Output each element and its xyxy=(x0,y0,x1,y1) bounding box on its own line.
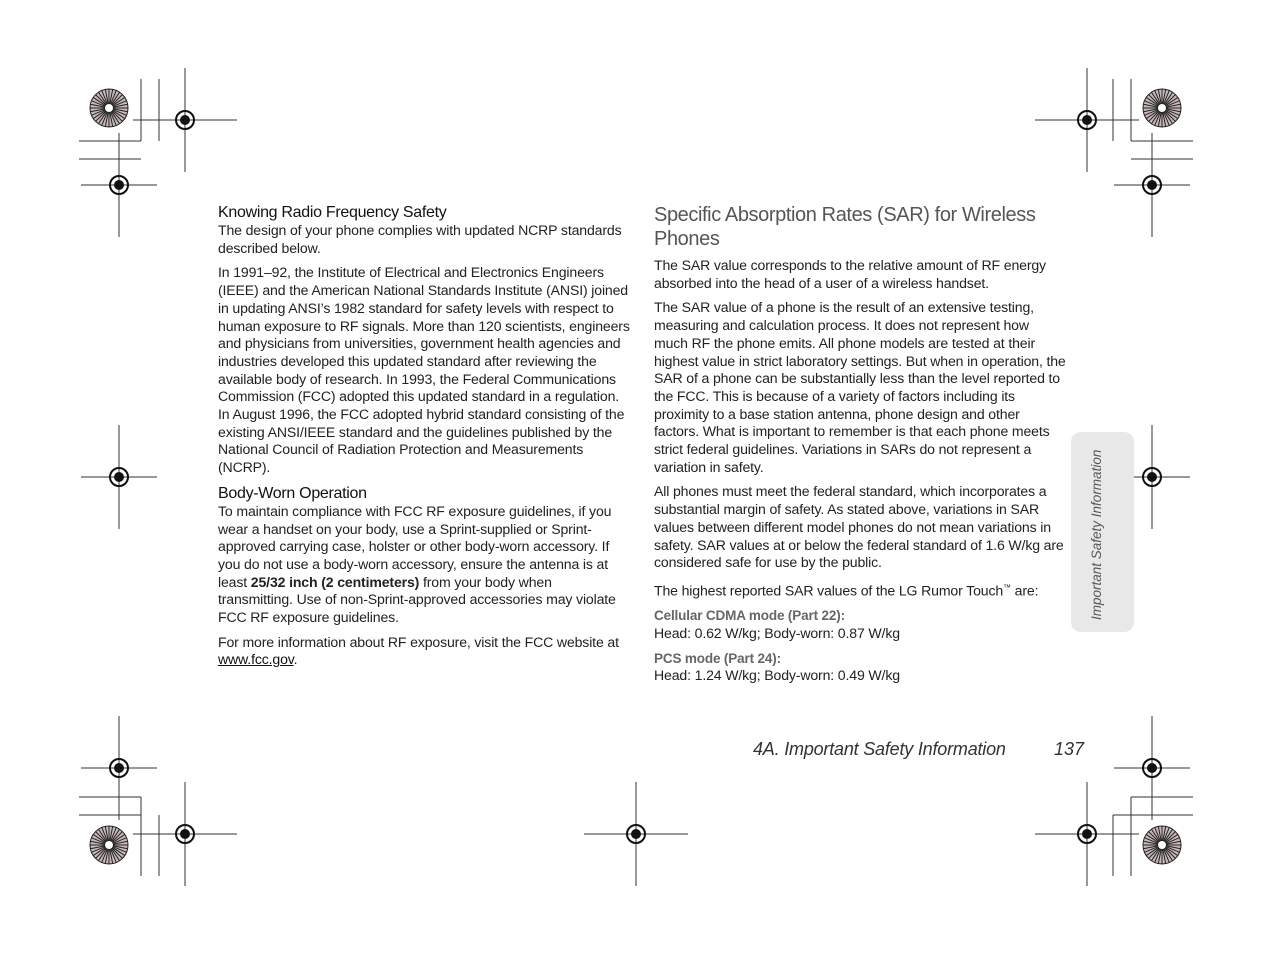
right-column xyxy=(654,203,1066,685)
footer-section-title: 4A. Important Safety Information xyxy=(753,739,1006,759)
paragraph: All phones must meet the federal standard, which incorporates a substantial margin of safety. As stated above, variations in SAR values between different model phones do not mean variations in safety. SAR values at or below the federal standard of 1.6 W/kg are considered safe for use by the public. xyxy=(654,483,1064,571)
paragraph: In 1991–92, the Institute of Electrical and Electronics Engineers (IEEE) and the American National Standards Institute (ANSI) joined in updating ANSI’s 1982 standard for safety levels with respect to human exposure to RF signals. More than 120 scientists, engineers and physicians from universities, government health agencies and industries developed this updated standard after reviewing the available body of research. In 1993, the Federal Communications Commission (FCC) adopted this updated standard in a regulation. In August 1996, the FCC adopted hybrid standard consisting of the existing ANSI/IEEE standard and the guidelines published by the National Council of Radiation Protection and Measurements (NCRP). xyxy=(218,264,630,476)
page-number: 137 xyxy=(1054,739,1085,759)
paragraph: The design of your phone complies with updated NCRP standards described below. xyxy=(218,222,622,256)
paragraph xyxy=(218,634,630,669)
side-tab-label: Important Safety Information xyxy=(1089,449,1104,620)
text-run: from your body when transmitting. Use of non-Sprint-approved accessories may violate FCC RF exposure guidelines. xyxy=(218,573,616,626)
bold-text: 25/32 inch (2 centimeters) xyxy=(250,573,420,590)
section-heading-rf-safety: Knowing Radio Frequency Safety xyxy=(218,204,447,221)
paragraph xyxy=(654,579,1066,600)
section-heading-body-worn: Body-Worn Operation xyxy=(218,484,367,502)
text-run: are: xyxy=(1010,582,1039,599)
text-run: . xyxy=(293,651,298,668)
mode-label: PCS mode (Part 24): xyxy=(654,650,781,666)
text-run: To maintain compliance with FCC RF exposure guidelines, if you wear a handset on your body, use a Sprint-supplied or Sprint-approved carrying case, holster or other body-worn accessory. If you do not use a body-worn accessory, ensure the antenna is at least xyxy=(218,502,612,590)
mode-label: Cellular CDMA mode (Part 22): xyxy=(654,608,845,624)
text-run: For more information about RF exposure, visit the FCC website at xyxy=(218,633,619,650)
trademark-symbol: ™ xyxy=(1003,582,1011,592)
mode-values: Head: 1.24 W/kg; Body-worn: 0.49 W/kg xyxy=(654,667,900,684)
paragraph xyxy=(218,503,630,627)
mode-values: Head: 0.62 W/kg; Body-worn: 0.87 W/kg xyxy=(654,625,900,642)
sar-mode-cellular xyxy=(654,607,1066,642)
text-run: The highest reported SAR values of the LG Rumor Touch xyxy=(654,582,1004,599)
paragraph: The SAR value of a phone is the result of an extensive testing, measuring and calculation process. It does not represent how much RF the phone emits. All phone models are tested at their highest value in strict laboratory settings. But when in operation, the SAR of a phone can be substantially less than the level reported to the FCC. This is because of a variety of factors including its proximity to a base station antenna, phone design and other factors. What is important to remember is that each phone meets strict federal guidelines. Variations in SARs do not represent a variation in safety. xyxy=(654,299,1066,475)
sar-mode-pcs xyxy=(654,650,1066,685)
section-heading-sar: Specific Absorption Rates (SAR) for Wireless Phones xyxy=(654,204,1036,250)
fcc-website-link[interactable]: www.fcc.gov xyxy=(218,651,294,668)
left-column xyxy=(218,203,630,669)
paragraph: The SAR value corresponds to the relative amount of RF energy absorbed into the head of a user of a wireless handset. xyxy=(654,257,1046,291)
